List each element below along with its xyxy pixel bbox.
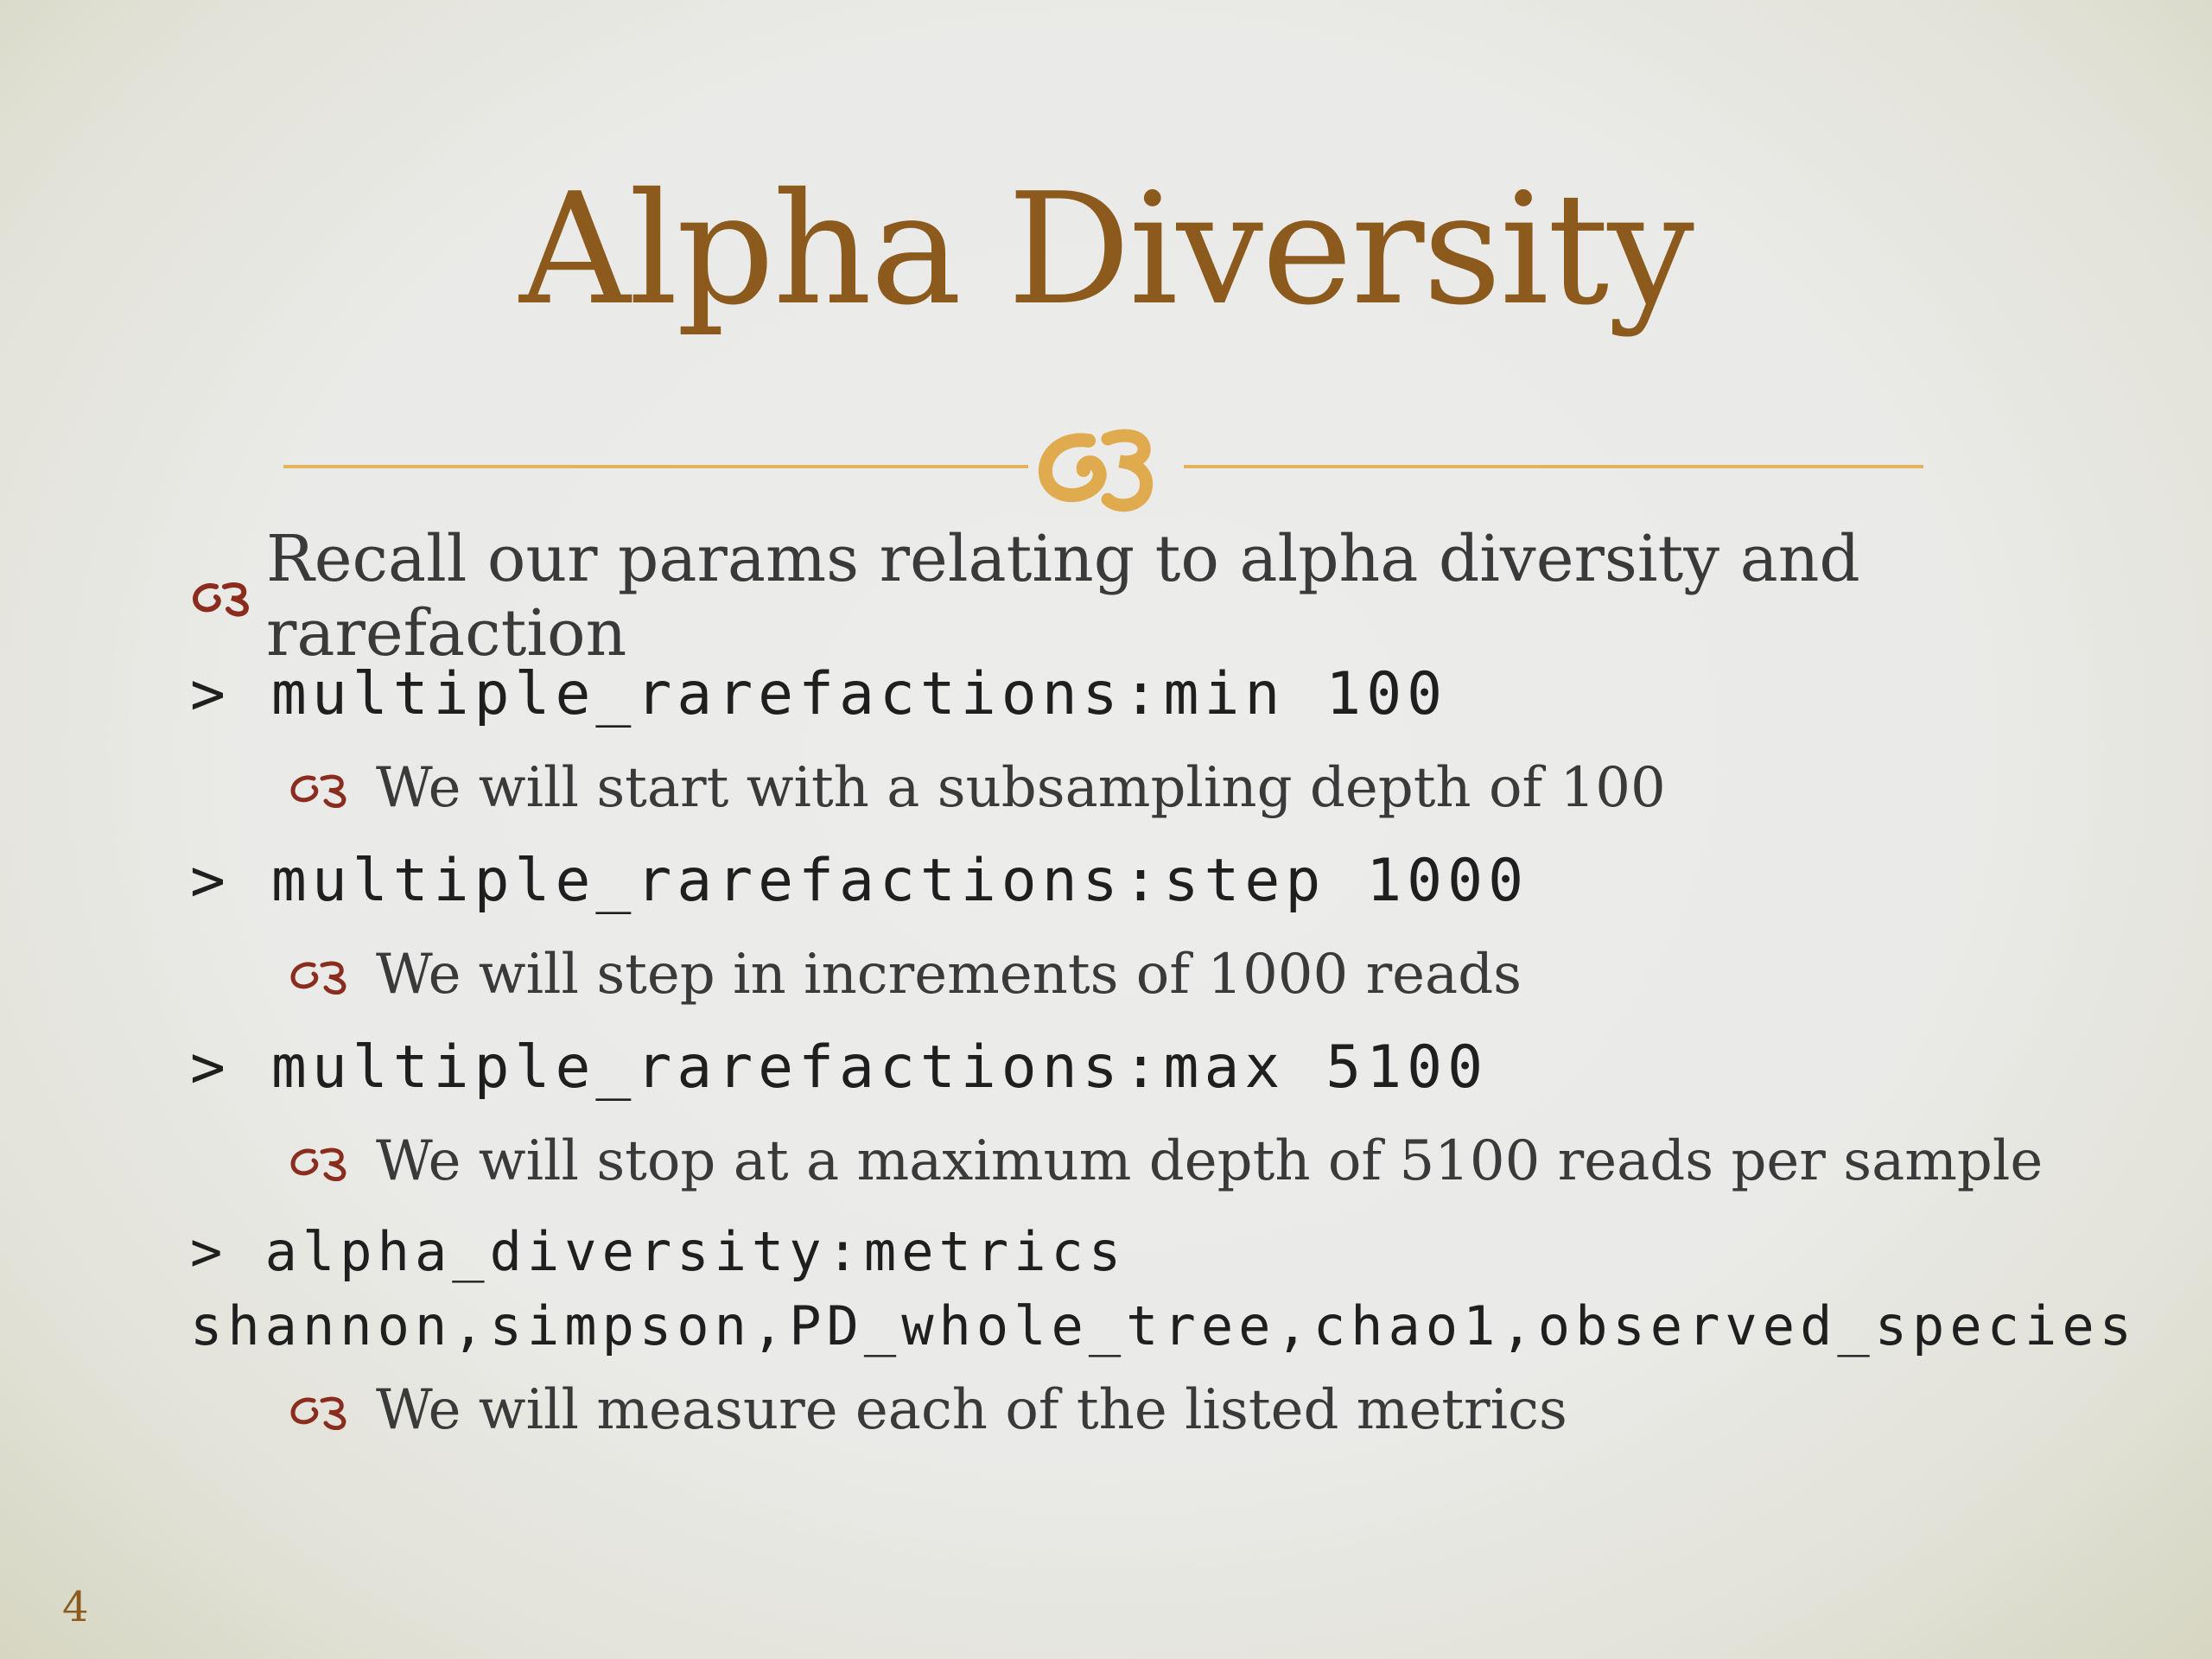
code-text: > multiple_rarefactions:min 100 — [190, 660, 1448, 728]
page-number: 4 — [62, 1583, 89, 1631]
code-line-metrics — [190, 1208, 2143, 1363]
flourish-bullet-icon — [190, 575, 266, 618]
flourish-bullet-icon — [289, 1390, 376, 1430]
flourish-bullet-icon — [289, 1141, 376, 1181]
note-text: We will start with a subsampling depth of 100 — [376, 756, 1666, 820]
note-text: We will measure each of the listed metrics — [376, 1378, 1567, 1442]
slide-title: Alpha Diversity — [519, 160, 1693, 339]
code-text: > multiple_rarefactions:max 5100 — [190, 1033, 1489, 1102]
code-text-line1: > alpha_diversity:metrics — [190, 1220, 1127, 1283]
bullet-note-metrics — [190, 1363, 2143, 1457]
bullet-intro — [190, 522, 2143, 671]
note-text: We will stop at a maximum depth of 5100 reads per sample — [376, 1129, 2044, 1193]
flourish-bullet-icon — [289, 768, 376, 808]
flourish-bullet-icon — [289, 955, 376, 995]
bullet-note-max — [190, 1115, 2143, 1208]
code-text-line2: shannon,simpson,PD_whole_tree,chao1,observed_species — [190, 1294, 2138, 1357]
code-line-max — [190, 1021, 2143, 1115]
slide-body — [190, 522, 2143, 1457]
bullet-note-min — [190, 741, 2143, 835]
code-text: > multiple_rarefactions:step 1000 — [190, 847, 1529, 915]
bullet-note-step — [190, 928, 2143, 1021]
code-line-step — [190, 835, 2143, 928]
intro-text: Recall our params relating to alpha diversity and rarefaction — [266, 522, 1860, 671]
flourish-ornament-icon — [1028, 406, 1184, 518]
note-text: We will step in increments of 1000 reads — [376, 943, 1522, 1007]
